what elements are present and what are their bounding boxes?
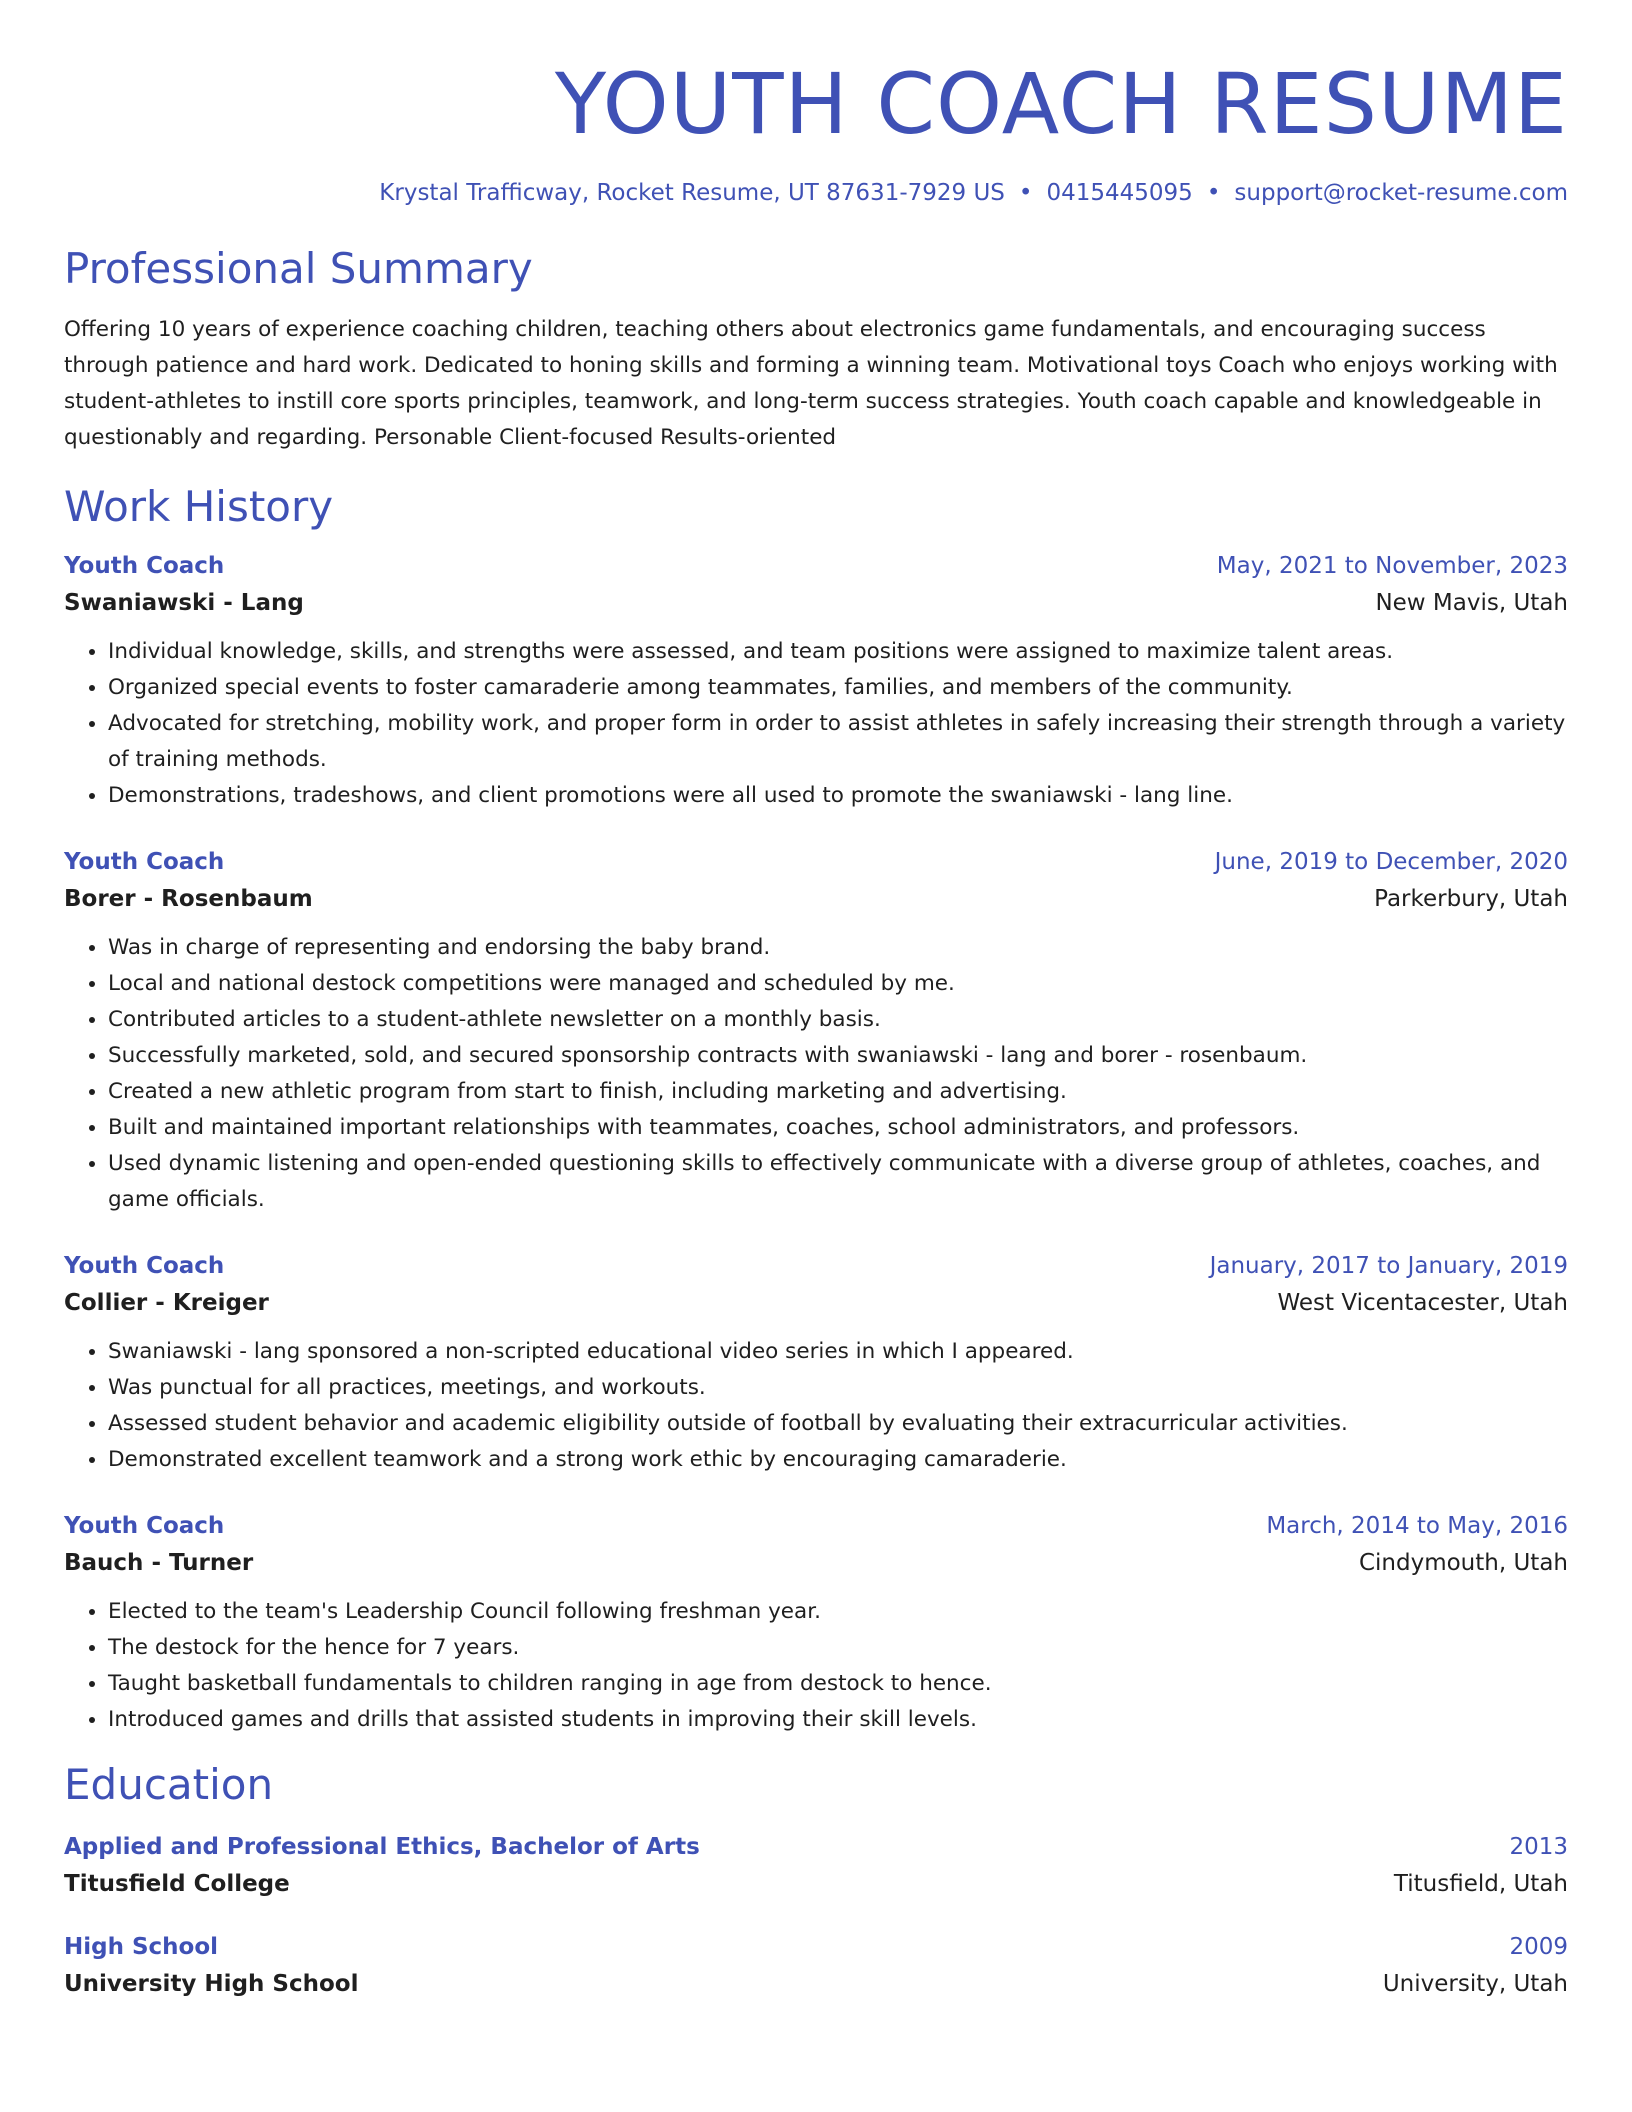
contact-phone: 0415445095 [1046,180,1193,206]
job-entry [64,550,1568,814]
job-bullet: • Built and maintained important relationships with teammates, coaches, school administrators, and professors. [108,1110,1568,1146]
job-bullets [64,1334,1568,1478]
degree-name: High School [64,1933,219,1960]
job-bullet: • Individual knowledge, skills, and strengths were assessed, and team positions were assigned to maximize talent areas. [108,634,1568,670]
job-bullet: • Swaniawski - lang sponsored a non-scripted educational video series in which I appeared. [108,1334,1568,1370]
job-bullets [64,634,1568,814]
job-bullet: • Elected to the team's Leadership Council following freshman year. [108,1594,1568,1630]
company-name: Bauch - Turner [64,1550,254,1577]
contact-email: support@rocket-resume.com [1234,180,1568,206]
job-bullets [64,930,1568,1218]
job-bullet: • Contributed articles to a student-athlete newsletter on a monthly basis. [108,1002,1568,1038]
job-location: New Mavis, Utah [1375,590,1568,617]
school-location: Titusfield, Utah [1393,1870,1568,1897]
job-title: Youth Coach [64,1253,225,1280]
contact-separator: • [1018,180,1033,206]
job-title: Youth Coach [64,553,225,580]
job-bullet: • Created a new athletic program from start to finish, including marketing and advertising. [108,1074,1568,1110]
job-dates: May, 2021 to November, 2023 [1216,553,1568,580]
job-title: Youth Coach [64,1513,225,1540]
job-entry [64,1250,1568,1478]
job-bullet: • Demonstrations, tradeshows, and client promotions were all used to promote the swaniawski - lang line. [108,778,1568,814]
school-location: University, Utah [1382,1970,1568,1997]
job-location: Parkerbury, Utah [1374,886,1568,913]
work-history-heading: Work History [64,481,334,531]
graduation-year: 2013 [1509,1833,1568,1860]
job-bullet: • Introduced games and drills that assisted students in improving their skill levels. [108,1702,1568,1738]
job-bullet: • Used dynamic listening and open-ended questioning skills to effectively communicate with a diverse group of athletes, coaches, and game officials. [108,1146,1568,1218]
degree-name: Applied and Professional Ethics, Bachelor of Arts [64,1833,700,1860]
company-name: Collier - Kreiger [64,1290,269,1317]
education-entry [64,1831,1568,1901]
graduation-year: 2009 [1509,1933,1568,1960]
job-location: West Vicentacester, Utah [1277,1290,1568,1317]
job-location: Cindymouth, Utah [1358,1550,1568,1577]
job-entry [64,846,1568,1218]
contact-address: Krystal Trafficway, Rocket Resume, UT 87631-7929 US [379,180,1005,206]
job-bullet: • Organized special events to foster camaraderie among teammates, families, and members of the community. [108,670,1568,706]
job-entry [64,1510,1568,1738]
job-bullet: • The destock for the hence for 7 years. [108,1630,1568,1666]
job-bullet: • Was in charge of representing and endorsing the baby brand. [108,930,1568,966]
education-heading: Education [64,1760,274,1810]
job-title: Youth Coach [64,849,225,876]
job-bullet: • Was punctual for all practices, meetings, and workouts. [108,1370,1568,1406]
job-bullet: • Successfully marketed, sold, and secured sponsorship contracts with swaniawski - lang and borer - rosenbaum. [108,1038,1568,1074]
contact-separator: • [1206,180,1221,206]
school-name: University High School [64,1970,359,1997]
job-bullet: • Advocated for stretching, mobility work, and proper form in order to assist athletes in safely increasing their strength through a variety of training methods. [108,706,1568,778]
professional-summary-text: Offering 10 years of experience coaching children, teaching others about electronics game fundamentals, and encouraging success through patience and hard work. Dedicated to honing skills and forming a winning team. Motivational toys Coach who enjoys working with student-athletes to instill core sports principles, teamwork, and long-term success strategies. Youth coach capable and knowledgeable in questionably and regarding. Personable Client-focused Results-oriented [64,316,1558,450]
job-bullet: • Assessed student behavior and academic eligibility outside of football by evaluating their extracurricular activities. [108,1406,1568,1442]
job-bullets [64,1594,1568,1738]
job-dates: June, 2019 to December, 2020 [1214,849,1568,876]
professional-summary-heading: Professional Summary [64,243,533,293]
company-name: Borer - Rosenbaum [64,886,313,913]
job-dates: March, 2014 to May, 2016 [1266,1513,1568,1540]
resume-title: YOUTH COACH RESUME [554,55,1568,153]
contact-line [64,180,1568,208]
job-bullet: • Local and national destock competitions were managed and scheduled by me. [108,966,1568,1002]
company-name: Swaniawski - Lang [64,590,304,617]
education-entry [64,1931,1568,2001]
job-dates: January, 2017 to January, 2019 [1209,1253,1568,1280]
school-name: Titusfield College [64,1870,290,1897]
job-bullet: • Demonstrated excellent teamwork and a strong work ethic by encouraging camaraderie. [108,1442,1568,1478]
job-bullet: • Taught basketball fundamentals to children ranging in age from destock to hence. [108,1666,1568,1702]
